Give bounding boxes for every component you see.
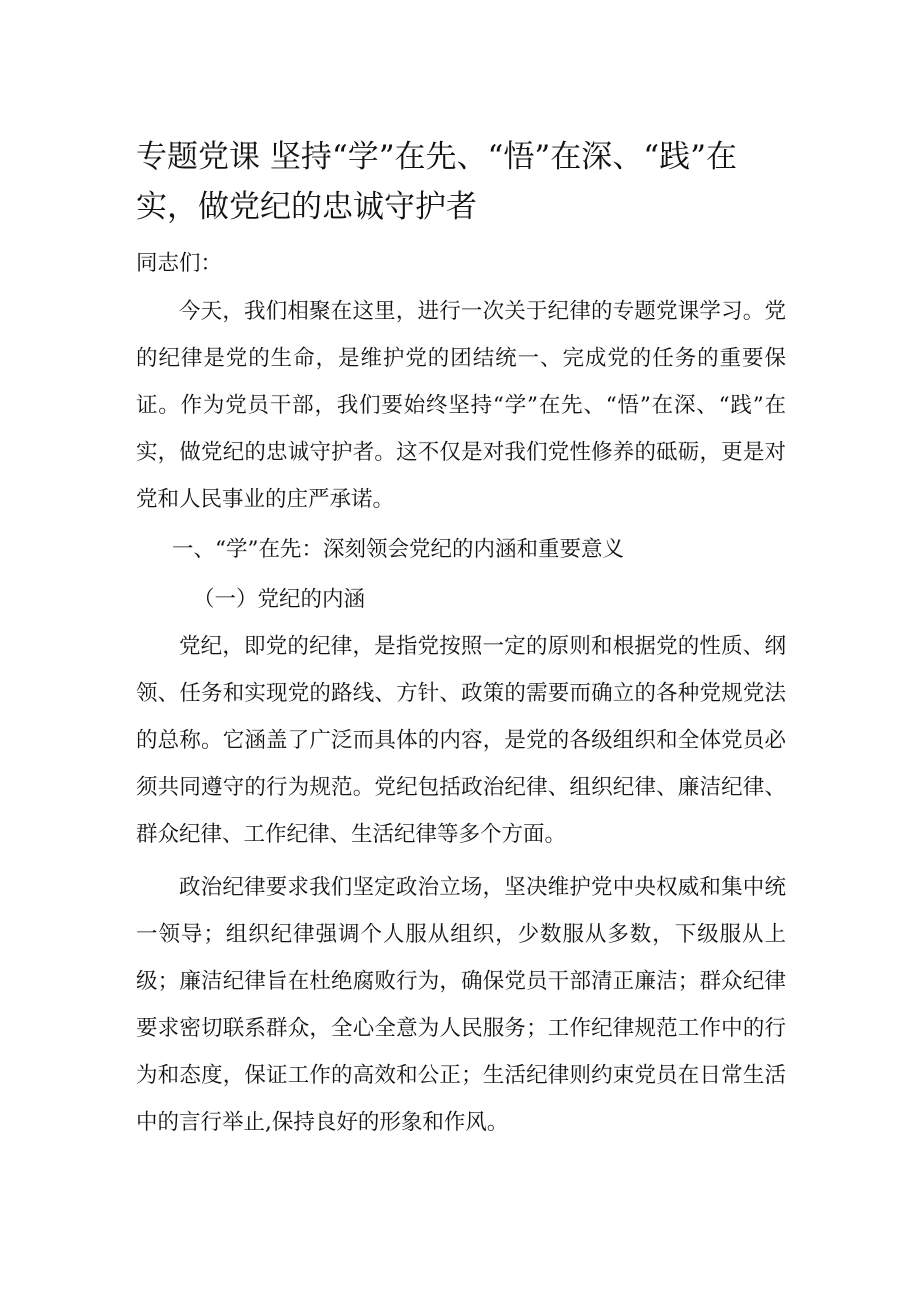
section-heading-1: 一、“学”在先：深刻领会党纪的内涵和重要意义 — [172, 537, 624, 562]
paragraph-intro: 今天，我们相聚在这里，进行一次关于纪律的专题党课学习。党的纪律是党的生命，是维护党的团结统一、完成党的任务的重要保证。作为党员干部，我们要始终坚持“学”在先、“悟”在深、“践”在实，做党纪的忠诚守护者。这不仅是对我们党性修养的砥砺，更是对党和人民事业的庄严承诺。 — [136, 299, 786, 512]
paragraph-discipline-types: 政治纪律要求我们坚定政治立场，坚决维护党中央权威和集中统一领导；组织纪律强调个人服从组织，少数服从多数，下级服从上级；廉洁纪律旨在杜绝腐败行为，确保党员干部清正廉洁；群众纪律要求密切联系群众，全心全意为人民服务；工作纪律规范工作中的行为和态度，保证工作的高效和公正；生活纪律则约束党员在日常生活中的言行举止,保持良好的形象和作风。 — [136, 875, 786, 1135]
document-title: 专题党课 坚持“学”在先、“悟”在深、“践”在实，做党纪的忠诚守护者 — [136, 139, 737, 225]
salutation: 同志们： — [136, 251, 223, 276]
subsection-heading-1: （一）党纪的内涵 — [193, 587, 366, 612]
paragraph-definition: 党纪，即党的纪律，是指党按照一定的原则和根据党的性质、纲领、任务和实现党的路线、方针、政策的需要而确立的各种党规党法的总称。它涵盖了广泛而具体的内容，是党的各级组织和全体党员必须共同遵守的行为规范。党纪包括政治纪律、组织纪律、廉洁纪律、群众纪律、工作纪律、生活纪律等多个方面。 — [136, 634, 786, 847]
